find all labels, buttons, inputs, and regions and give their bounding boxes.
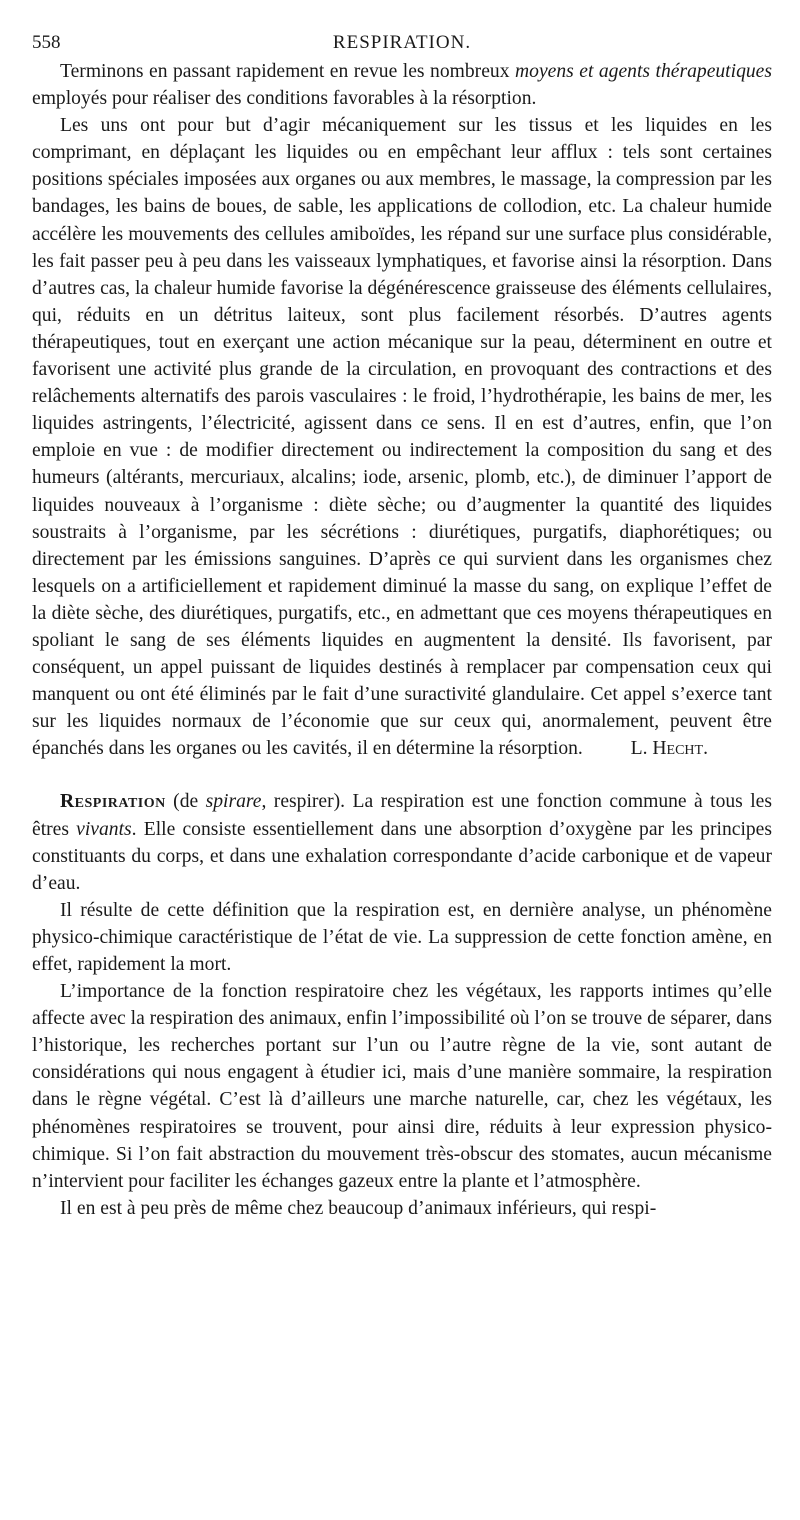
section-gap	[32, 762, 772, 788]
author-name: L. Hecht.	[630, 738, 708, 760]
entry-title: Respiration	[60, 791, 166, 813]
text-run: . Elle consiste essentiellement dans une absorption d’oxygène par les principes constituants du corps, et dans une exhalation correspondante d’acide carbonique et de vapeur d’eau.	[32, 818, 773, 894]
paragraph	[32, 788, 772, 896]
italic-text: spirare	[205, 791, 262, 813]
document-page	[32, 28, 772, 1222]
text-run: (de	[165, 791, 206, 813]
text-run: Les uns ont pour but d’agir mécaniquement sur les tissus et les liquides en les comprimant, en déplaçant les liquides ou en empêchant leur afflux : tels sont certaines positions spéciales imposées aux organes ou aux membres, le massage, la compression par les bandages, les bains de boues, de sable, les applications de collodion, etc. La chaleur humide accélère les mouvements des cellules amiboïdes, les répand sur une surface plus considérable, les fait passer peu à peu dans les vaisseaux lymphatiques, et favorise ainsi la résorption. Dans d’autres cas, la chaleur humide favorise la dégénérescence graisseuse des éléments cellulaires, qui, réduits en un détritus laiteux, sont plus facilement résorbés. D’autres agents thérapeutiques, tout en exerçant une action mécanique sur la peau, déterminent en outre et favorisent une activité plus grande de la circulation, en provoquant des contractions et des relâchements alternatifs des parois vasculaires : le froid, l’hydrothérapie, les bains de mer, les liquides astringents, l’électricité, agissent dans ce sens. Il en est d’autres, enfin, que l’on emploie en vue : de modifier directement ou indirectement la composition du sang et des humeurs (altérants, mercuriaux, alcalins; iode, arsenic, plomb, etc.), de diminuer l’apport de liquides nouveaux à l’organisme : diète sèche; ou d’augmenter la quantité des liquides soustraits à l’organisme, par les sécrétions : diurétiques, purgatifs, diaphorétiques; ou directement par les émissions sanguines. D’après ce qui survient dans les organismes chez lesquels on a artificiellement et rapidement diminué la masse du sang, on explique l’effet de la diète sèche, des diurétiques, purgatifs, etc., en admettant que ces moyens thérapeutiques en spoliant le sang de ses éléments liquides en augmentent la densité. Ils favorisent, par conséquent, un appel puissant de liquides destinés à remplacer par compensation ceux qui manquent ou ont été éliminés par le fait d’une suractivité glandulaire. Cet appel s’exerce tant sur les liquides normaux de l’économie que sur ceux qui, anormalement, peuvent être épanchés dans les organes ou les cavités, il en détermine la résorption.	[32, 115, 772, 760]
italic-text: vivants	[76, 818, 132, 840]
running-head: RESPIRATION.	[332, 32, 472, 53]
paragraph	[32, 58, 772, 112]
text-run: , respirer).	[261, 791, 346, 813]
paragraph	[32, 112, 772, 762]
body-text	[32, 58, 772, 1222]
text-run: La respiration est une fonction commune à tous les êtres	[32, 791, 772, 840]
author-signature	[603, 735, 708, 762]
paragraph: L’importance de la fonction respiratoire chez les végétaux, les rapports intimes qu’elle affecte avec la respiration des animaux, enfin l’impossibilité où l’on se trouve de séparer, dans l’historique, les recherches portant sur l’un ou l’autre règne de la vie, sont autant de considérations qui nous engagent à étudier ici, mais d’une manière sommaire, la respiration dans le règne végétal. C’est là d’ailleurs une marche naturelle, car, chez les végétaux, les phénomènes respiratoires se trouvent, pour ainsi dire, réduits à leur expression physico-chimique. Si l’on fait abstraction du mouvement très-obscur des stomates, aucun mécanisme n’intervient pour faciliter les échanges gazeux entre la plante et l’atmosphère.	[32, 981, 772, 1192]
page-number: 558	[32, 32, 61, 53]
paragraph: Il résulte de cette définition que la respiration est, en dernière analyse, un phénomène physico-chimique caractéristique de l’état de vie. La suppression de cette fonction amène, en effet, rapidement la mort.	[32, 899, 772, 975]
page-header	[32, 28, 772, 58]
italic-text: moyens et agents thérapeutiques	[515, 61, 772, 82]
text-run: employés pour réaliser des conditions favorables à la résorption.	[32, 88, 537, 110]
paragraph: Il en est à peu près de même chez beaucoup d’animaux inférieurs, qui respi-	[60, 1197, 657, 1219]
text-run: Terminons en passant rapidement en revue les nombreux	[60, 61, 515, 82]
